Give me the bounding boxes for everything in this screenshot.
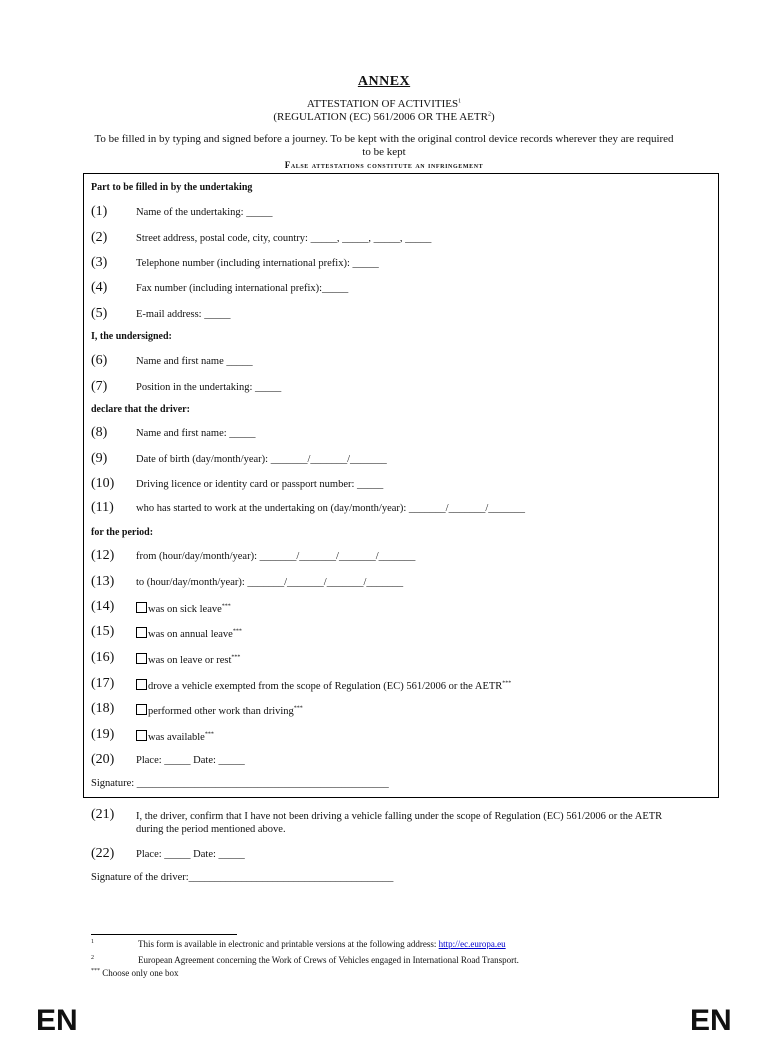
infringement-warning: False attestations constitute an infringement [284, 160, 484, 170]
europa-link[interactable]: http://ec.europa.eu [438, 939, 506, 949]
form-item-12[interactable]: (12) from (hour/day/month/year): _______/_______/_______/_______ [91, 548, 416, 563]
annual-leave-checkbox[interactable] [136, 627, 147, 638]
form-item-21: (21) I, the driver, confirm that I have not been driving a vehicle falling under the scope of Regulation (EC) 561/2006 or the AETR during the period mentioned above. [91, 807, 663, 835]
footer-lang-right: EN [690, 1004, 732, 1037]
footnote-1: $^1$ This form is available in electronic and printable versions at the following address: http://ec.europa.eu [91, 939, 506, 949]
form-item-3[interactable]: (3) Telephone number (including international prefix): _____ [91, 255, 379, 270]
form-item-19[interactable]: (19) was available*** [91, 727, 214, 743]
form-item-1[interactable]: (1) Name of the undertaking: _____ [91, 204, 273, 219]
sick-leave-checkbox[interactable] [136, 602, 147, 613]
leave-or-rest-checkbox[interactable] [136, 653, 147, 664]
exempted-vehicle-checkbox[interactable] [136, 679, 147, 690]
form-item-6[interactable]: (6) Name and first name _____ [91, 353, 253, 368]
form-item-8[interactable]: (8) Name and first name: _____ [91, 425, 256, 440]
attestation-title: ATTESTATION OF ACTIVITIES$^1$ [306, 98, 462, 110]
form-item-16[interactable]: (16) was on leave or rest*** [91, 650, 241, 666]
footnote-divider [91, 934, 237, 935]
footer-lang-left: EN [36, 1004, 78, 1037]
undertaking-signature-line[interactable]: Signature: ________________________________________________ [91, 778, 389, 789]
form-item-18[interactable]: (18) performed other work than driving*** [91, 701, 303, 717]
other-work-checkbox[interactable] [136, 704, 147, 715]
form-item-15[interactable]: (15) was on annual leave*** [91, 624, 242, 640]
form-item-22[interactable]: (22) Place: _____ Date: _____ [91, 846, 245, 861]
form-item-2[interactable]: (2) Street address, postal code, city, country: _____, _____, _____, _____ [91, 230, 432, 245]
form-item-10[interactable]: (10) Driving licence or identity card or passport number: _____ [91, 476, 384, 491]
form-item-9[interactable]: (9) Date of birth (day/month/year): _______/_______/_______ [91, 451, 387, 466]
form-item-20[interactable]: (20) Place: _____ Date: _____ [91, 752, 245, 767]
available-checkbox[interactable] [136, 730, 147, 741]
form-item-11[interactable]: (11) who has started to work at the undertaking on (day/month/year): _______/_______/_______ [91, 500, 526, 515]
footnote-2: $^2$ European Agreement concerning the Work of Crews of Vehicles engaged in International Road Transport. [91, 955, 519, 965]
section-period: for the period: [91, 527, 154, 538]
section-undersigned: I, the undersigned: [91, 331, 172, 342]
instructions-text: To be filled in by typing and signed before a journey. To be kept with the original control device records wherever they are required to be kept [94, 133, 674, 158]
driver-signature-line[interactable]: Signature of the driver:_______________________________________ [91, 872, 394, 883]
form-item-7[interactable]: (7) Position in the undertaking: _____ [91, 379, 282, 394]
form-item-5[interactable]: (5) E-mail address: _____ [91, 306, 231, 321]
section-declare: declare that the driver: [91, 404, 190, 415]
form-item-13[interactable]: (13) to (hour/day/month/year): _______/_______/_______/_______ [91, 574, 404, 589]
form-item-14[interactable]: (14) was on sick leave*** [91, 599, 231, 615]
form-item-17[interactable]: (17) drove a vehicle exempted from the scope of Regulation (EC) 561/2006 or the AETR*** [91, 676, 512, 692]
section-undertaking: Part to be filled in by the undertaking [91, 182, 253, 193]
regulation-subtitle: (REGULATION (EC) 561/2006 OR THE AETR$^2$) [273, 111, 495, 123]
footnote-3: *** Choose only one box [91, 968, 179, 978]
annex-heading: ANNEX [357, 74, 411, 89]
form-item-4[interactable]: (4) Fax number (including international prefix):_____ [91, 280, 349, 295]
